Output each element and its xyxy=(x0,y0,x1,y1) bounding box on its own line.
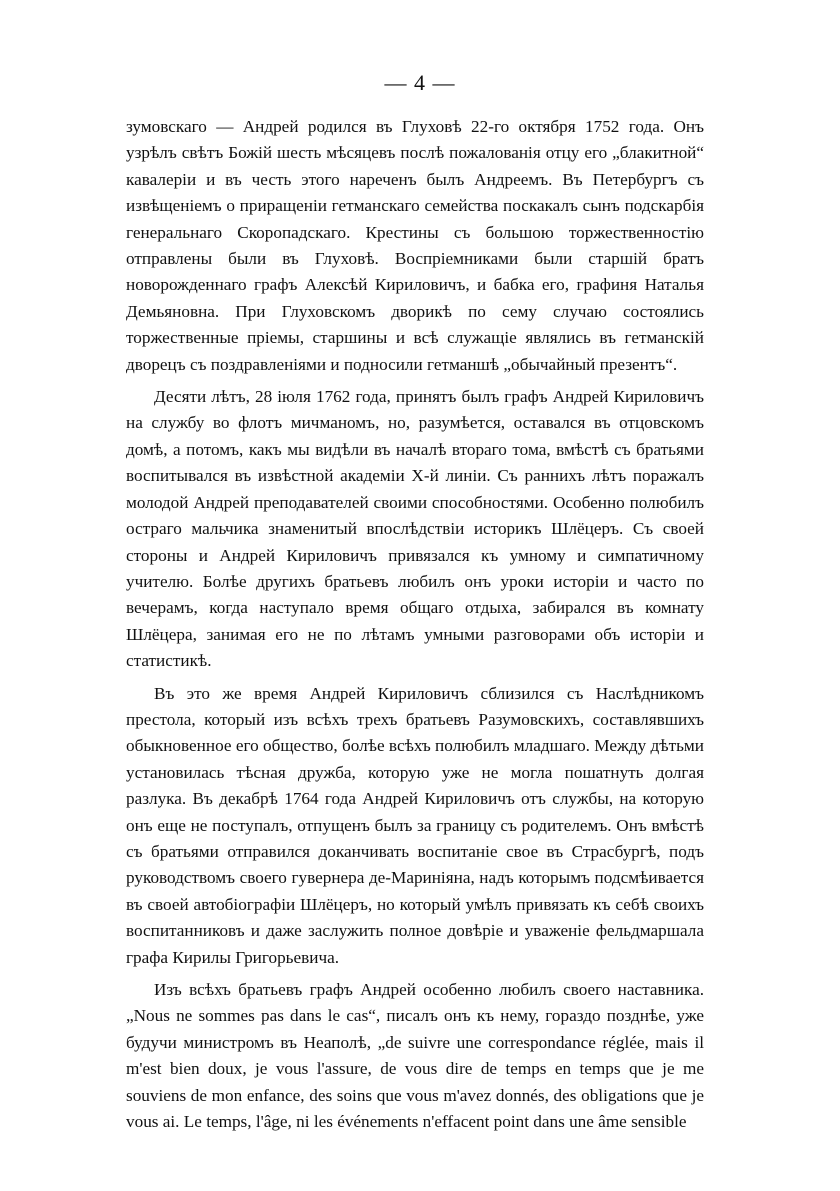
paragraph-1: зумовскаго — Андрей родился въ Глуховѣ 22-го октября 1752 года. Онъ узрѣлъ свѣтъ Божій шесть мѣсяцевъ послѣ пожалованія отцу его „блакитной“ кавалеріи и въ честь этого нареченъ былъ Андреемъ. Въ Петербургъ съ извѣщеніемъ о приращеніи гетманскаго семейства поскакалъ сынъ подскарбія генеральнаго Скоропадскаго. Крестины съ большою торжественностію отправлены были въ Глуховѣ. Воспріемниками были старшій братъ новорожденнаго графъ Алексѣй Кириловичъ, и бабка его, графиня Наталья Демьяновна. При Глуховскомъ дворикѣ по сему случаю состоялись торжественные пріемы, старшины и всѣ служащіе являлись въ гетманскій дворецъ съ поздравленіями и подносили гетманшѣ „обычайный презентъ“. xyxy=(126,117,704,374)
paragraph-3: Въ это же время Андрей Кириловичъ сблизился съ Наслѣдникомъ престола, который изъ всѣхъ трехъ братьевъ Разумовскихъ, составлявшихъ обыкновенное его общество, болѣе всѣхъ полюбилъ младшаго. Между дѣтьми установилась тѣсная дружба, которую уже не могла пошатнуть долгая разлука. Въ декабрѣ 1764 года Андрей Кириловичъ отъ службы, на которую онъ еще не поступалъ, отпущенъ былъ за границу съ родителемъ. Онъ вмѣстѣ съ братьями отправился доканчивать воспитаніе свое въ Страсбургѣ, подъ руководствомъ своего гувернера де-Мариніяна, надъ которымъ подсмѣивается въ своей автобіографіи Шлёцеръ, но который умѣлъ привязать къ себѣ своихъ воспитанниковъ и даже заслужить полное довѣріе и уваженіе фельдмаршала графа Кирилы Григорьевича. xyxy=(126,683,704,967)
paragraph-2: Десяти лѣтъ, 28 іюля 1762 года, принятъ былъ графъ Андрей Кириловичъ на службу во флотъ мичманомъ, но, разумѣется, оставался въ отцовскомъ домѣ, а потомъ, какъ мы видѣли въ началѣ втораго тома, вмѣстѣ съ братьями воспитывался въ извѣстной академіи X-й линіи. Съ раннихъ лѣтъ поражалъ молодой Андрей преподавателей своими способностями. Особенно полюбилъ остраго мальчика знаменитый впослѣдствіи историкъ Шлёцеръ. Съ своей стороны и Андрей Кириловичъ привязался къ умному и симпатичному учителю. Болѣе другихъ братьевъ любилъ онъ уроки исторіи и часто по вечерамъ, когда наступало время общаго отдыха, забирался въ комнату Шлёцера, занимая его не по лѣтамъ умными разговорами объ исторіи и статистикѣ. xyxy=(126,387,704,671)
page-number: — 4 — xyxy=(384,70,456,95)
paragraph-4: Изъ всѣхъ братьевъ графъ Андрей особенно любилъ своего наставника. „Nous ne sommes pas dans le cas“, писалъ онъ къ нему, гораздо позднѣе, уже будучи министромъ въ Неаполѣ, „de suivre une correspondance réglée, mais il m'est bien doux, je vous l'assure, de vous dire de temps en temps que je me souviens de mon enfance, des soins que vous m'avez donnés, des obligations que je vous ai. Le temps, l'âge, ni les événements n'effacent point dans une âme sensible xyxy=(126,980,704,1132)
body-text xyxy=(126,114,704,1141)
